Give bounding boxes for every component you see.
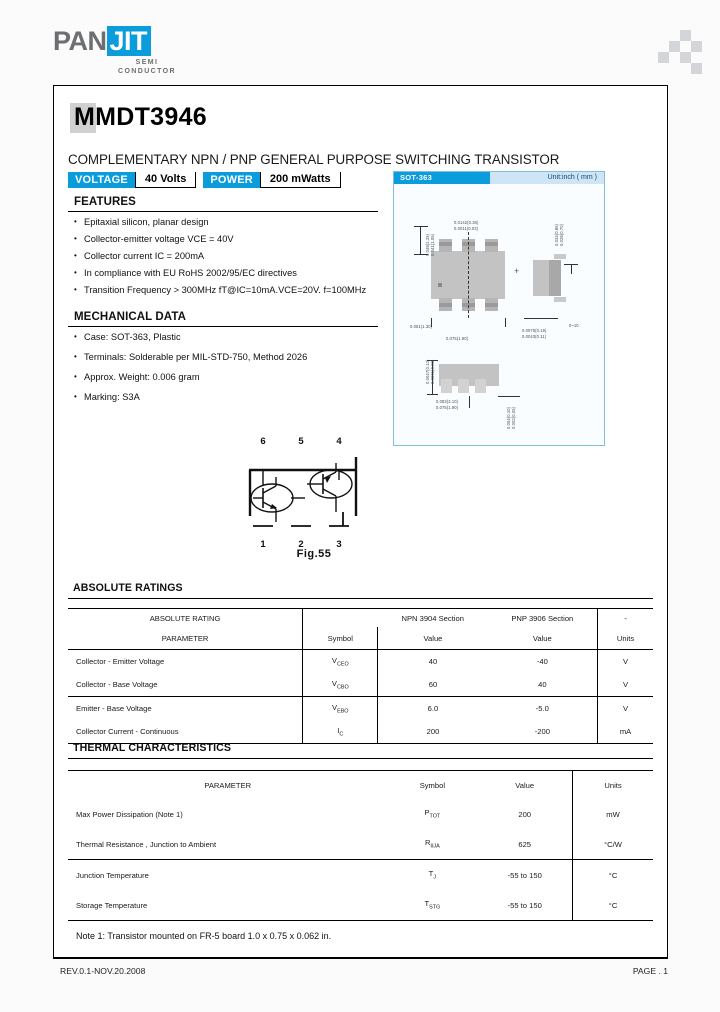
cell-parameter: Storage Temperature: [68, 890, 387, 921]
thermal-section: [68, 742, 653, 759]
absolute-ratings-table: [68, 608, 653, 744]
cell-units: mW: [606, 809, 620, 819]
dimension-label: 0.002(0.05): [511, 406, 516, 429]
absolute-ratings-heading: ABSOLUTE RATINGS: [73, 582, 183, 594]
pin-label: 3: [336, 539, 342, 550]
logo-subtitle-semi: SEMI: [135, 59, 159, 66]
group-header-rating: ABSOLUTE RATING: [68, 609, 303, 628]
list-item: • Transition Frequency > 300MHz fT@IC=10mA.VCE=20V. f=100MHz: [68, 285, 378, 302]
cell-value-npn: 60: [378, 673, 488, 697]
package-drawing-panel: [393, 171, 605, 446]
list-item: • Epitaxial silicon, planar design: [68, 217, 378, 234]
cell-value-pnp: -40: [488, 650, 598, 674]
dimension-label: 0.0075(0.19): [522, 328, 547, 333]
table-row: [68, 697, 653, 721]
cell-units: V: [623, 657, 629, 666]
cell-parameter: Collector Current - Continuous: [68, 720, 303, 744]
company-logo: [53, 26, 213, 76]
list-item: • Marking: S3A: [68, 392, 378, 412]
dimension-label: 0.004(0.10): [506, 406, 511, 429]
column-header-parameter: PARAMETER: [68, 627, 303, 650]
column-header-value-npn: Value: [378, 627, 488, 650]
mechanical-section: [68, 311, 378, 412]
group-header-spacer: [303, 609, 378, 628]
cell-units: V: [623, 704, 629, 713]
list-item: • Collector current IC = 200mA: [68, 251, 378, 268]
dimension-label: 0.075(1.90): [446, 336, 469, 341]
list-item: • Approx. Weight: 0.006 gram: [68, 372, 378, 392]
badge-label-voltage: VOLTAGE: [68, 172, 135, 188]
cell-units: V: [598, 673, 653, 697]
cell-units: mA: [598, 720, 653, 744]
cell-symbol: $I_C$: [303, 720, 378, 744]
cell-units: °C: [573, 890, 653, 921]
footer-revision: REV.0.1-NOV.20.2008: [60, 966, 146, 976]
dimension-label: 0~10: [569, 323, 579, 328]
cell-symbol: $V_{CEO}$: [303, 650, 378, 674]
spec-badges: [68, 172, 348, 188]
cell-symbol: $V_{EBO}$: [303, 697, 378, 721]
transistor-schematic: [239, 436, 389, 561]
corner-decoration-icon: [658, 30, 702, 74]
column-header-value: Value: [477, 771, 572, 800]
package-drawings: + 0.049(1.25) 0.041(1.05) 0.0142(0.36) 0.0011(0.03) 0.051(1.30) 0.075(1.90) 0.034(0.85) 0.028(0.70) 0.0075(0.19) 0.0043(0.11) 0.0091(0.23) 0.0047(0.12) 0.083(2.10) 0.075(1.90) 0.004(0.10) 0.002(0.05) 0~10: [410, 220, 579, 429]
mechanical-divider: [68, 326, 378, 327]
dimension-label: 0.083(2.10): [436, 399, 459, 404]
cell-parameter: Junction Temperature: [76, 870, 149, 880]
footer-page-number: PAGE . 1: [632, 966, 668, 976]
features-section: [68, 196, 378, 302]
cell-value: 200: [477, 799, 572, 829]
pin-label: 6: [260, 436, 266, 447]
cell-parameter: Collector - Base Voltage: [68, 673, 303, 697]
badge-label-power: POWER: [203, 172, 260, 188]
table-row: [68, 799, 653, 829]
dimension-label: 0.028(0.70): [559, 223, 564, 246]
absolute-ratings-section: [68, 582, 653, 599]
cell-value: -55 to 150: [477, 860, 572, 891]
cell-value-npn: 6.0: [427, 704, 439, 713]
cell-value-pnp: -200: [488, 720, 598, 744]
table-row: [68, 673, 653, 697]
pin-label: 1: [260, 539, 266, 550]
absolute-ratings-divider: [68, 598, 653, 599]
group-header-pnp: PNP 3906 Section: [488, 609, 598, 628]
logo-text-jit: JIT: [107, 26, 152, 56]
package-name: SOT-363: [394, 172, 490, 184]
features-divider: [68, 211, 378, 212]
page-title: MMDT3946: [74, 103, 207, 131]
pin-label: 5: [298, 436, 304, 447]
column-header-units: Units: [598, 627, 653, 650]
logo-text-pan: PAN: [53, 26, 107, 56]
table-group-header-row: [68, 609, 653, 628]
column-header-parameter: PARAMETER: [68, 771, 387, 800]
cell-symbol: $T_J$: [428, 869, 437, 881]
column-header-symbol: Symbol: [303, 627, 378, 650]
list-item: • In compliance with EU RoHS 2002/95/EC directives: [68, 268, 378, 285]
cell-symbol: $T_{STG}$: [387, 890, 477, 921]
footnote: Note 1: Transistor mounted on FR-5 board 1.0 x 0.75 x 0.062 in.: [76, 931, 332, 941]
column-header-symbol: Symbol: [387, 771, 477, 800]
cell-units: °C: [608, 870, 618, 880]
content-frame: [53, 85, 668, 958]
dimension-label: 0.0047(0.12): [425, 359, 430, 384]
column-header-units: Units: [573, 771, 653, 800]
cell-symbol: $P_{TOT}$: [424, 808, 441, 820]
thermal-table: [68, 770, 653, 921]
dimension-label: 0.051(1.30): [410, 324, 433, 329]
features-list: [68, 217, 378, 302]
dimension-label: 0.0091(0.23): [430, 359, 435, 384]
cell-parameter: Max Power Dissipation (Note 1): [76, 809, 183, 819]
mechanical-list: [68, 332, 378, 412]
list-item: • Terminals: Solderable per MIL-STD-750, Method 2026: [68, 352, 378, 372]
list-item: • Case: SOT-363, Plastic: [68, 332, 378, 352]
dimension-label: 0.0011(0.03): [454, 226, 479, 231]
thermal-divider: [68, 758, 653, 759]
cell-symbol: $V_{CBO}$: [303, 673, 378, 697]
dimension-label: 0.034(0.85): [554, 223, 559, 246]
dimension-label: 0.041(1.05): [430, 233, 435, 256]
cell-parameter: Thermal Resistance , Junction to Ambient: [68, 829, 387, 860]
package-header: [394, 172, 604, 184]
footer-divider: [53, 958, 668, 959]
cell-value-pnp: 40: [488, 673, 598, 697]
badge-value-voltage: 40 Volts: [135, 172, 196, 188]
thermal-heading: THERMAL CHARACTERISTICS: [73, 742, 232, 754]
table-row: [68, 829, 653, 860]
product-description: COMPLEMENTARY NPN / PNP GENERAL PURPOSE SWITCHING TRANSISTOR: [68, 152, 560, 167]
table-row: [68, 650, 653, 674]
cell-value: 625: [477, 829, 572, 860]
dimension-label: 0.0142(0.36): [454, 220, 479, 225]
table-row: [68, 860, 653, 891]
table-header-row: [68, 771, 653, 800]
cell-value-npn: 40: [428, 657, 438, 666]
pin-label: 4: [336, 436, 342, 447]
cell-symbol: $R_{\theta JA}$: [387, 829, 477, 860]
dimension-label: 0.049(1.25): [425, 233, 430, 256]
package-unit-note: Unit:inch ( mm ): [490, 172, 604, 184]
pin-label: 2: [298, 539, 304, 550]
cell-parameter: Emitter - Base Voltage: [68, 697, 303, 721]
mechanical-heading: MECHANICAL DATA: [74, 311, 187, 323]
dimension-label: 0.075(1.90): [436, 405, 459, 410]
cell-units: °C/W: [573, 829, 653, 860]
dimension-label: 0.0043(0.11): [522, 334, 547, 339]
logo-subtitle-conductor: CONDUCTOR: [118, 68, 176, 75]
cell-value: -55 to 150: [477, 890, 572, 921]
group-header-units: -: [598, 609, 653, 628]
table-header-row: [68, 627, 653, 650]
column-header-value-pnp: Value: [488, 627, 598, 650]
schematic-svg: [239, 450, 389, 550]
cell-value-npn: 200: [378, 720, 488, 744]
table-row: [68, 890, 653, 921]
features-heading: FEATURES: [74, 196, 136, 208]
cell-parameter: Collector - Emitter Voltage: [68, 650, 303, 674]
group-header-npn: NPN 3904 Section: [378, 609, 488, 628]
cell-value-pnp: -5.0: [488, 697, 598, 721]
list-item: • Collector-emitter voltage VCE = 40V: [68, 234, 378, 251]
figure-caption: Fig.55: [296, 548, 332, 560]
table-row: [68, 720, 653, 744]
badge-value-power: 200 mWatts: [260, 172, 341, 188]
